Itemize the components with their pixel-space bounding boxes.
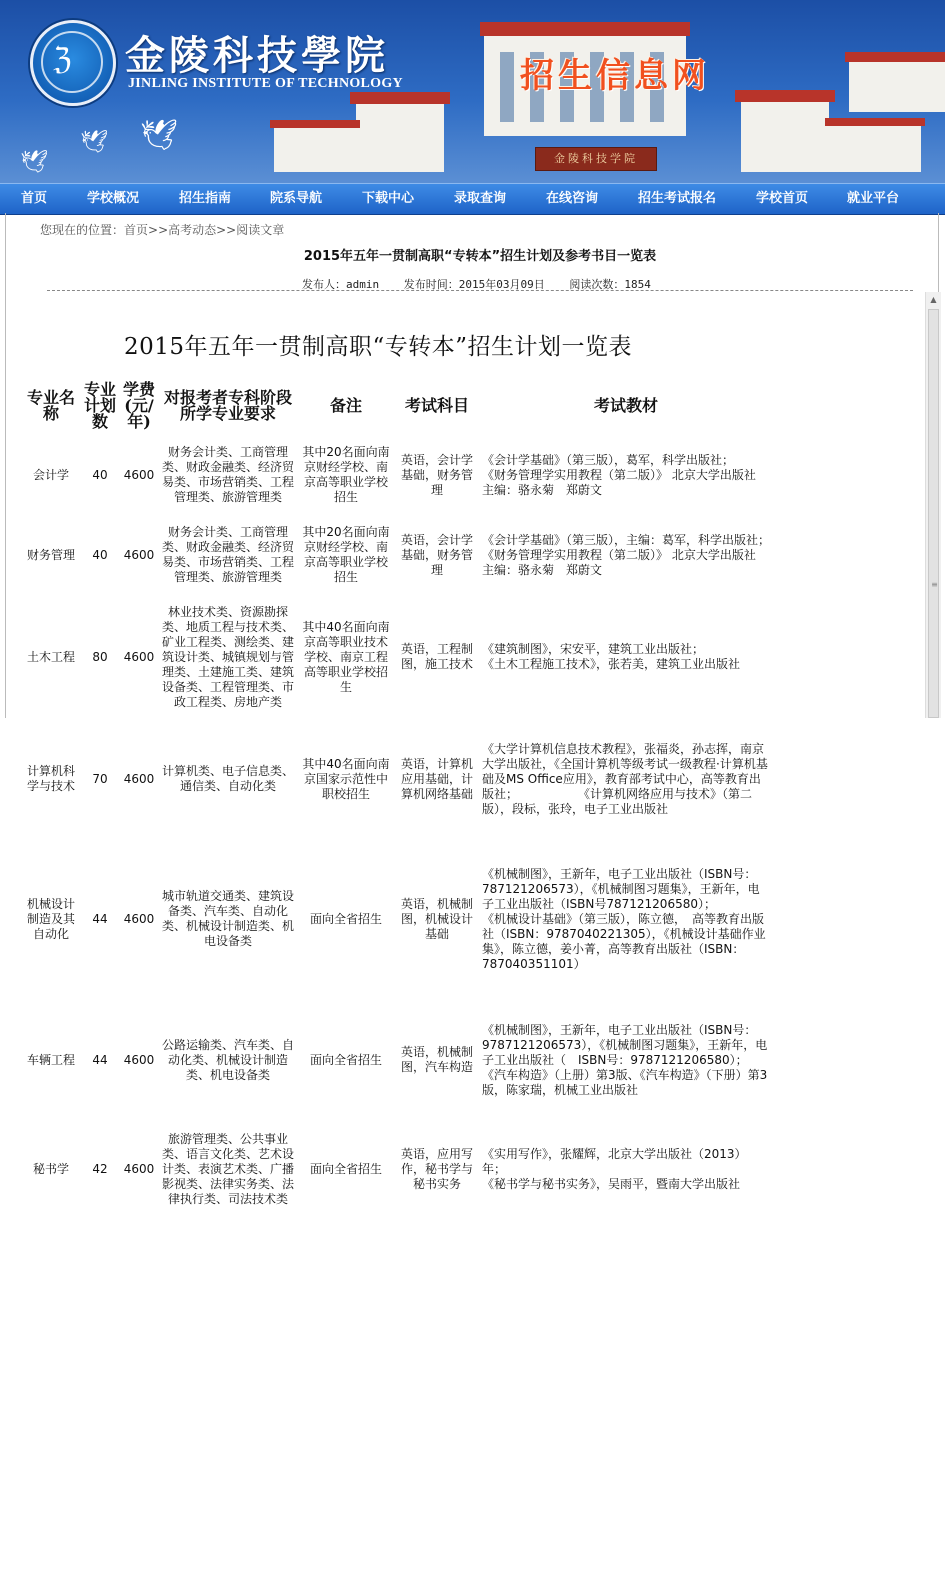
logo-ring [41,31,103,93]
note-cell: 其中40名面向南京高等职业技术学校、南京工程高等职业学校招生 [302,619,390,694]
note-cell: 其中40名面向南京国家示范性中职校招生 [302,756,390,801]
subjects-cell: 英语，会计学基础，财务管理 [400,452,473,497]
table-row [22,435,772,515]
table-row [22,515,772,595]
fee-cell: 4600 [123,467,155,482]
requirement-cell: 财务会计类、工商管理类、财政金融类、经济贸易类、市场营销类、工程管理类、旅游管理类 [161,525,294,584]
textbook-entry: 《大学计算机信息技术教程》，张福炎，孙志挥，南京大学出版社，《全国计算机等级考试一级教程·计算机基础及MS Office应用》，教育部考试中心，高等教育出版社； 《计算机网络应用与技术》（第二版），段标，张玲，电子工业出版社 [482,741,768,816]
article-views: 阅读次数：1854 [569,278,651,291]
school-name-en: JINLING INSTITUTE OF TECHNOLOGY [128,76,403,91]
table-row [22,1121,772,1217]
breadcrumb [40,221,284,238]
fee-cell: 4600 [123,547,155,562]
textbook-entry: 《会计学基础》（第三版），主编：葛军，科学出版社； [482,532,771,547]
textbooks-cell [480,719,772,839]
table-header-row [22,377,772,435]
textbook-entry: 《会计学基础》（第三版），葛军，科学出版社； [482,452,735,467]
major-cell: 秘书学 [32,1161,69,1176]
column-header: 专业计划数 [83,380,116,431]
scroll-thumb[interactable] [928,309,939,718]
textbooks-cell [480,435,772,515]
textbook-entry: 《实用写作》，张耀辉，北京大学出版社（2013）年； [482,1146,747,1176]
school-logo [30,20,116,106]
note-cell: 面向全省招生 [309,911,382,926]
textbooks-cell [480,839,772,999]
plan-cell: 40 [92,547,108,562]
plan-cell: 44 [92,1052,108,1067]
subjects-cell: 英语，会计学基础，财务管理 [400,532,473,577]
textbook-entry: 《土木工程施工技术》，张若美，建筑工业出版社 [482,657,741,671]
note-cell: 面向全省招生 [309,1052,382,1067]
major-cell: 会计学 [32,467,69,482]
major-cell: 土木工程 [26,649,75,664]
requirement-cell: 公路运输类、汽车类、自动化类、机械设计制造类、机电设备类 [161,1037,294,1082]
content-border-left [5,213,6,718]
textbook-entry: 《机械制图》，王新年，电子工业出版社（ISBN号：787121206573），《机械制图习题集》，王新年，电子工业出版社（ISBN号787121206580）； [482,866,760,911]
note-cell: 其中20名面向南京财经学校、南京高等职业学校招生 [302,445,390,504]
table-row [22,719,772,839]
scroll-up-arrow-icon[interactable]: ▲ [930,295,937,304]
nav-downloads[interactable]: 下载中心 [362,191,415,206]
fee-cell: 4600 [123,771,155,786]
major-cell: 车辆工程 [26,1052,75,1067]
textbooks-cell [480,1121,772,1217]
main-nav [0,183,945,215]
nav-employment[interactable]: 就业平台 [847,191,900,206]
plan-cell: 44 [92,911,108,926]
header-banner [0,0,945,183]
bird-icon: ℨ [53,42,72,77]
plan-cell: 70 [92,771,108,786]
plan-cell: 40 [92,467,108,482]
requirement-cell: 计算机类、电子信息类、通信类、自动化类 [161,764,294,793]
subjects-cell: 英语，工程制图，施工技术 [400,642,473,671]
major-cell: 财务管理 [26,547,75,562]
textbook-entry: 《财务管理学实用教程（第二版）》 北京大学出版社 主编：骆永菊 郑蔚文 [482,467,756,497]
school-name-cn: 金陵科技學院 [125,32,389,79]
breadcrumb-prefix: 您现在的位置： [40,223,125,237]
requirement-cell: 财务会计类、工商管理类、财政金融类、经济贸易类、市场营销类、工程管理类、旅游管理类 [161,445,294,504]
site-title: 招生信息网 [520,56,710,96]
column-header: 备注 [329,396,362,415]
textbook-entry: 《建筑制图》，宋安平，建筑工业出版社； [482,642,705,656]
fee-cell: 4600 [123,911,155,926]
textbooks-cell [480,515,772,595]
textbook-entry: 《机械制图》，王新年，电子工业出版社（ISBN号：9787121206573），《机械制图习题集》，王新年，电子工业出版社（ ISBN号：9787121206580）； [482,1022,768,1067]
column-header: 对报考者专科阶段所学专业要求 [163,388,292,423]
textbook-entry: 《机械设计基础》（第三版），陈立德， 高等教育出版社（ISBN：9787040221305），《机械设计基础作业集》，陈立德，姜小菁，高等教育出版社（ISBN：787040351101） [482,911,766,971]
side-building [845,52,945,112]
table-heading: 2015年五年一贯制高职“专转本”招生计划一览表 [124,334,633,360]
gate-left [270,92,450,172]
divider [47,290,913,291]
requirement-cell: 林业技术类、资源勘探类、地质工程与技术类、矿业工程类、测绘类、建筑设计类、城镇规划与管理类、土建施工类、建筑设备类、工程管理类、市政工程类、房地产类 [161,604,294,709]
table-row [22,999,772,1121]
nav-admission-guide[interactable]: 招生指南 [179,191,232,206]
scroll-grip-icon: ≡ [931,580,938,589]
table-row [22,595,772,719]
plan-cell: 42 [92,1161,108,1176]
fee-cell: 4600 [123,649,155,664]
plan-cell: 80 [92,649,108,664]
column-header: 学费(元/年) [122,380,155,431]
note-cell: 其中20名面向南京财经学校、南京高等职业学校招生 [302,525,390,584]
column-header: 考试科目 [404,396,469,415]
dove-icon: 🕊 [80,130,108,155]
nav-admission-query[interactable]: 录取查询 [454,191,507,206]
nav-online-consult[interactable]: 在线咨询 [546,191,599,206]
subjects-cell: 英语，机械制图，汽车构造 [400,1045,473,1074]
textbook-entry: 《汽车构造》（上册）第3版、《汽车构造》（下册）第3版，陈家瑞，机械工业出版社 [482,1067,768,1097]
note-cell: 面向全省招生 [309,1161,382,1176]
nav-home[interactable]: 首页 [21,191,48,206]
nav-school-overview[interactable]: 学校概况 [87,191,140,206]
gate-sign: 金陵科技学院 [535,147,657,171]
nav-departments[interactable]: 院系导航 [270,191,323,206]
admission-plan-table [22,377,772,1217]
column-header: 考试教材 [593,396,658,415]
fee-cell: 4600 [123,1161,155,1176]
dove-icon: 🕊 [20,150,48,175]
scrollbar[interactable] [925,292,941,718]
subjects-cell: 英语，应用写作，秘书学与秘书实务 [400,1146,473,1191]
nav-exam-registration[interactable]: 招生考试报名 [638,191,717,206]
requirement-cell: 旅游管理类、公共事业类、语言文化类、艺术设计类、表演艺术类、广播影视类、法律实务类、法律执行类、司法技术类 [161,1131,294,1206]
table-row [22,839,772,999]
textbook-entry: 《财务管理学实用教程（第二版）》 北京大学出版社 主编：骆永菊 郑蔚文 [482,547,756,577]
requirement-cell: 城市轨道交通类、建筑设备类、汽车类、自动化类、机械设计制造类、机电设备类 [161,889,294,948]
subjects-cell: 英语，计算机应用基础，计算机网络基础 [400,756,473,801]
dove-icon: 🕊 [140,118,179,153]
article-publisher: 发布人：admin [302,278,380,291]
subjects-cell: 英语，机械制图，机械设计基础 [400,896,473,941]
textbook-entry: 《秘书学与秘书实务》，吴雨平，暨南大学出版社 [482,1176,741,1191]
breadcrumb-path[interactable]: 首页>>高考动态>>阅读文章 [124,223,285,237]
article-publish-time: 发布时间：2015年03月09日 [403,278,545,291]
column-header: 专业名称 [26,388,75,423]
major-cell: 计算机科学与技术 [26,764,75,793]
nav-school-home[interactable]: 学校首页 [756,191,809,206]
textbooks-cell [480,595,772,719]
textbooks-cell [480,999,772,1121]
article-title: 2015年五年一贯制高职“专转本”招生计划及参考书目一览表 [303,249,657,264]
fee-cell: 4600 [123,1052,155,1067]
major-cell: 机械设计制造及其自动化 [26,896,75,941]
